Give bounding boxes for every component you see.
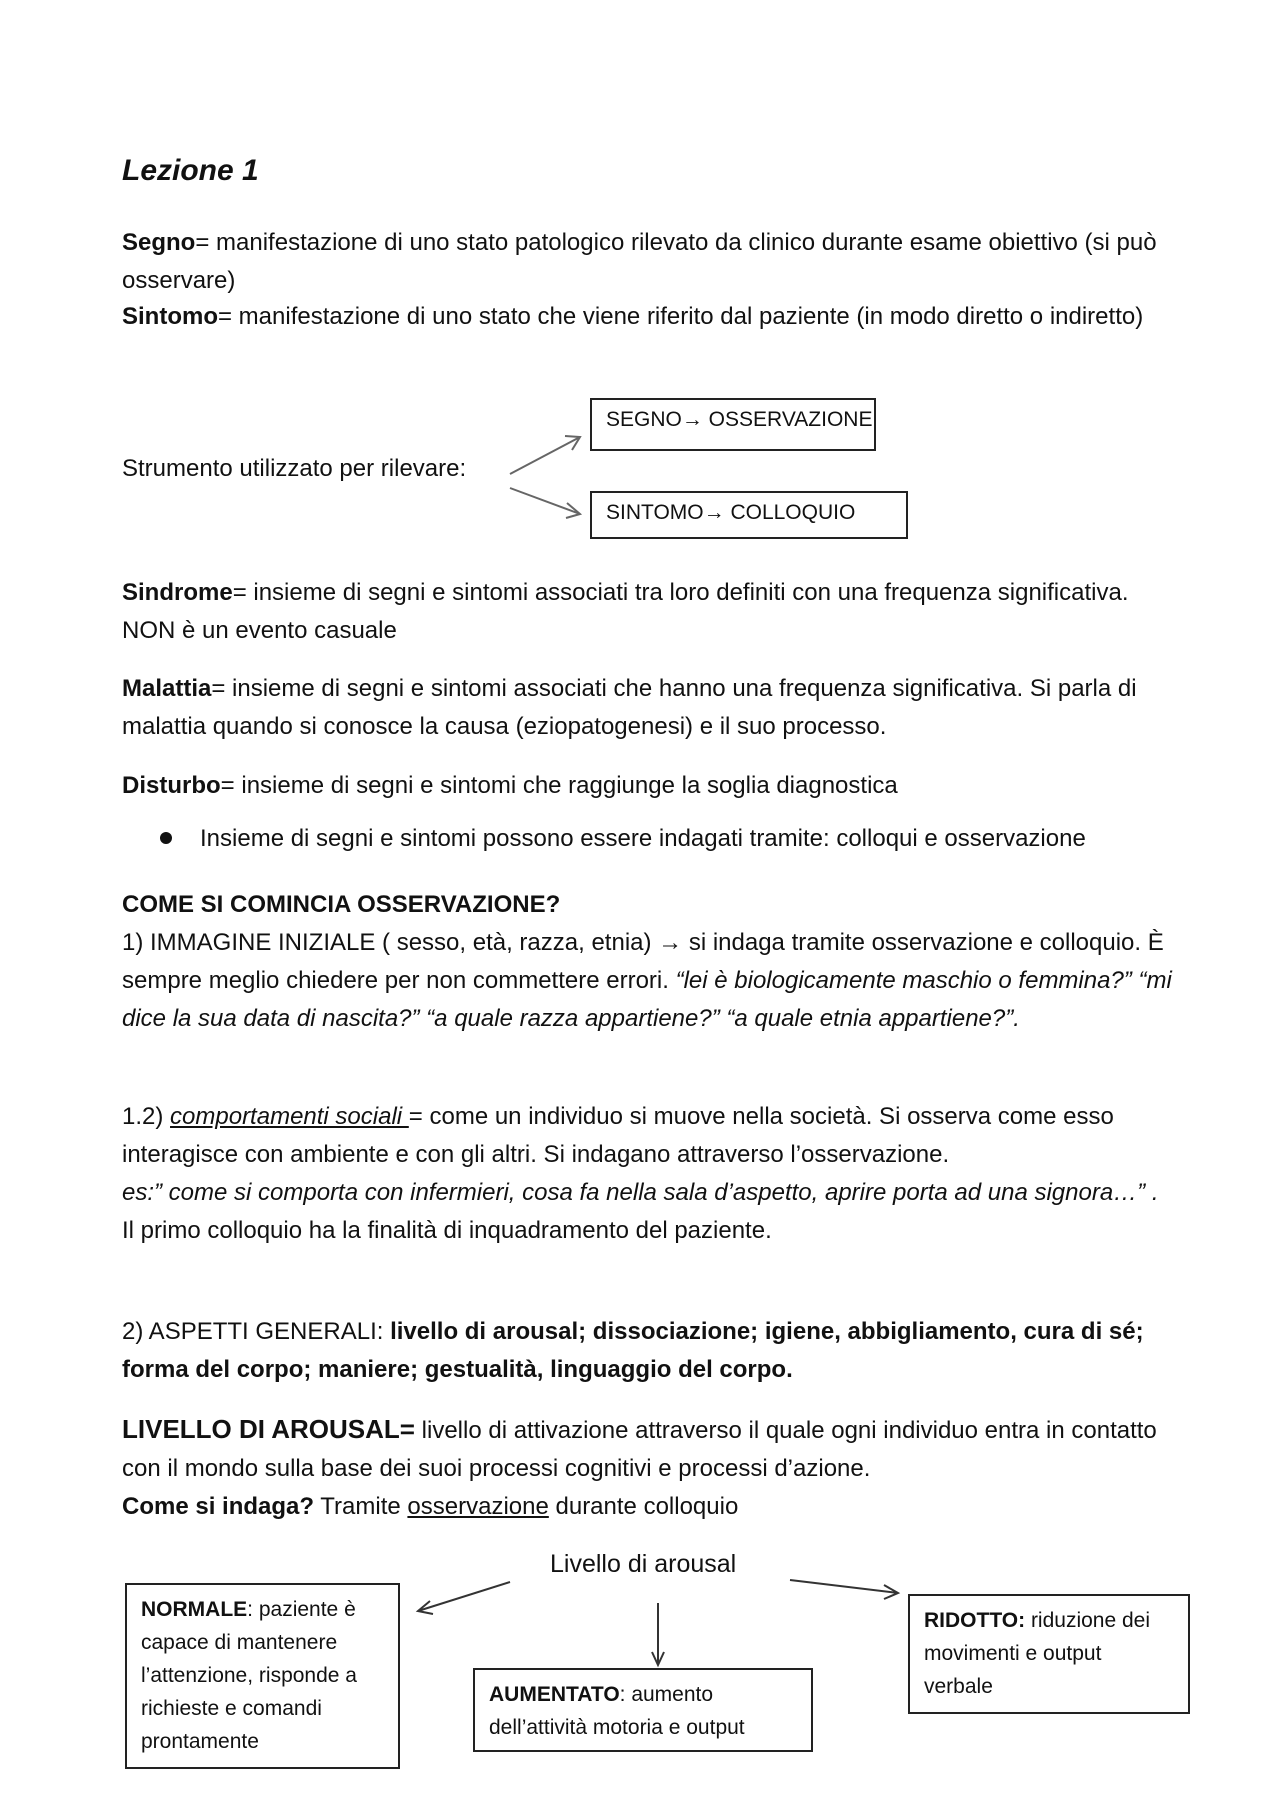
aspetti-generali-paragraph: 2) ASPETTI GENERALI: livello di arousal; dissociazione; igiene, abbigliamento, cura di sé; forma del corpo; maniere; gestualità, linguaggio del corpo. — [122, 1318, 1144, 1383]
arrow-head-ridotto-icon — [884, 1585, 898, 1599]
immagine-iniziale-text: 1) IMMAGINE INIZIALE ( sesso, età, razza, etnia) → si indaga tramite osservazione e colloquio. È sempre meglio chiedere per non commettere errori. — [122, 929, 1164, 994]
bullet-dot-icon — [160, 832, 172, 844]
sindrome-term: Sindrome — [122, 579, 233, 606]
arrow-to-sintomo-icon — [510, 488, 580, 514]
segno-osservazione-box: SEGNO→ OSSERVAZIONE — [590, 398, 876, 451]
sindrome-text: = insieme di segni e sintomi associati tra loro definiti con una frequenza significativa. NON è un evento casuale — [122, 579, 1129, 644]
malattia-text: = insieme di segni e sintomi associati che hanno una frequenza significativa. Si parla di malattia quando si conosce la causa (eziopatogenesi) e il suo processo. — [122, 675, 1137, 740]
disturbo-definition — [122, 767, 1182, 805]
ridotto-box: RIDOTTO: riduzione dei movimenti e output verbale — [908, 1594, 1190, 1714]
aumentato-box: AUMENTATO: aumento dell’attività motoria e output — [473, 1668, 813, 1752]
primo-colloquio-text: Il primo colloquio ha la finalità di inquadramento del paziente. — [122, 1217, 772, 1244]
arousal-diagram-center: Livello di arousal — [550, 1550, 737, 1578]
strumento-label: Strumento utilizzato per rilevare: — [122, 455, 467, 482]
page-title: Lezione 1 — [122, 154, 259, 187]
malattia-definition — [122, 670, 1182, 746]
arousal-definition: LIVELLO DI AROUSAL= livello di attivazione attraverso il quale ogni individuo entra in contatto con il mondo sulla base dei suoi processi cognitivi e processi d’azione. Come si indaga? Tramite osservazione durante colloquio — [122, 1414, 1157, 1520]
arrow-head-aumentato-icon — [652, 1652, 664, 1665]
comportamenti-paragraph: 1.2) comportamenti sociali = come un individuo si muove nella società. Si osserva come esso interagisce con ambiente e con gli altri. Si indagano attraverso l’osservazione. es:” come si comporta con infermieri, cosa fa nella sala d’aspetto, aprire porta ad una signora…” . Il primo colloquio ha la finalità di inquadramento del paziente. — [122, 1103, 1159, 1244]
disturbo-term: Disturbo — [122, 772, 221, 799]
aspetti-generali-list: livello di arousal; dissociazione; igiene, abbigliamento, cura di sé; forma del corpo; maniere; gestualità, linguaggio del corpo. — [122, 1318, 1144, 1383]
comportamenti-example: es:” come si comporta con infermieri, cosa fa nella sala d’aspetto, aprire porta ad una signora…” . — [122, 1179, 1159, 1206]
segno-definition — [122, 224, 1182, 300]
sindrome-definition — [122, 574, 1182, 650]
malattia-term: Malattia — [122, 675, 212, 702]
sintomo-term: Sintomo — [122, 303, 218, 330]
segno-text: = manifestazione di uno stato patologico rilevato da clinico durante esame obiettivo (si può osservare) — [122, 229, 1157, 294]
segno-term: Segno — [122, 229, 196, 256]
bullet-text: Insieme di segni e sintomi possono essere indagati tramite: colloqui e osservazione — [200, 825, 1086, 852]
immagine-iniziale-paragraph — [122, 924, 1182, 1038]
arrow-to-segno-icon — [510, 437, 580, 474]
comportamenti-term: comportamenti sociali — [170, 1103, 409, 1130]
disturbo-text: = insieme di segni e sintomi che raggiunge la soglia diagnostica — [220, 772, 898, 799]
arrow-to-normale-icon — [418, 1582, 510, 1611]
arousal-term: LIVELLO DI AROUSAL= — [122, 1414, 415, 1444]
sintomo-text: = manifestazione di uno stato che viene riferito dal paziente (in modo diretto o indiretto) — [218, 303, 1144, 330]
arrow-head-sintomo-icon — [566, 503, 580, 518]
osservazione-heading: COME SI COMINCIA OSSERVAZIONE? — [122, 891, 561, 918]
sintomo-colloquio-box: SINTOMO→ COLLOQUIO — [590, 491, 908, 539]
arousal-question: Come si indaga? — [122, 1493, 315, 1520]
comportamenti-text: = come un individuo si muove nella società. Si osserva come esso interagisce con ambiente e con gli altri. Si indagano attraverso l’osservazione. — [122, 1103, 1114, 1168]
arrow-head-normale-icon — [418, 1601, 433, 1614]
arrow-to-ridotto-icon — [790, 1580, 898, 1593]
immagine-iniziale-questions: “lei è biologicamente maschio o femmina?” “mi dice la sua data di nascita?” “a quale razza appartiene?” “a quale etnia appartiene?”. — [122, 967, 1172, 1032]
sintomo-definition — [122, 298, 1182, 336]
arrow-head-segno-icon — [565, 436, 580, 450]
arousal-text: livello di attivazione attraverso il quale ogni individuo entra in contatto con il mondo sulla base dei suoi processi cognitivi e processi d’azione. — [122, 1417, 1157, 1482]
normale-box: NORMALE: paziente è capace di mantenere l’attenzione, risponde a richieste e comandi prontamente — [125, 1583, 400, 1769]
